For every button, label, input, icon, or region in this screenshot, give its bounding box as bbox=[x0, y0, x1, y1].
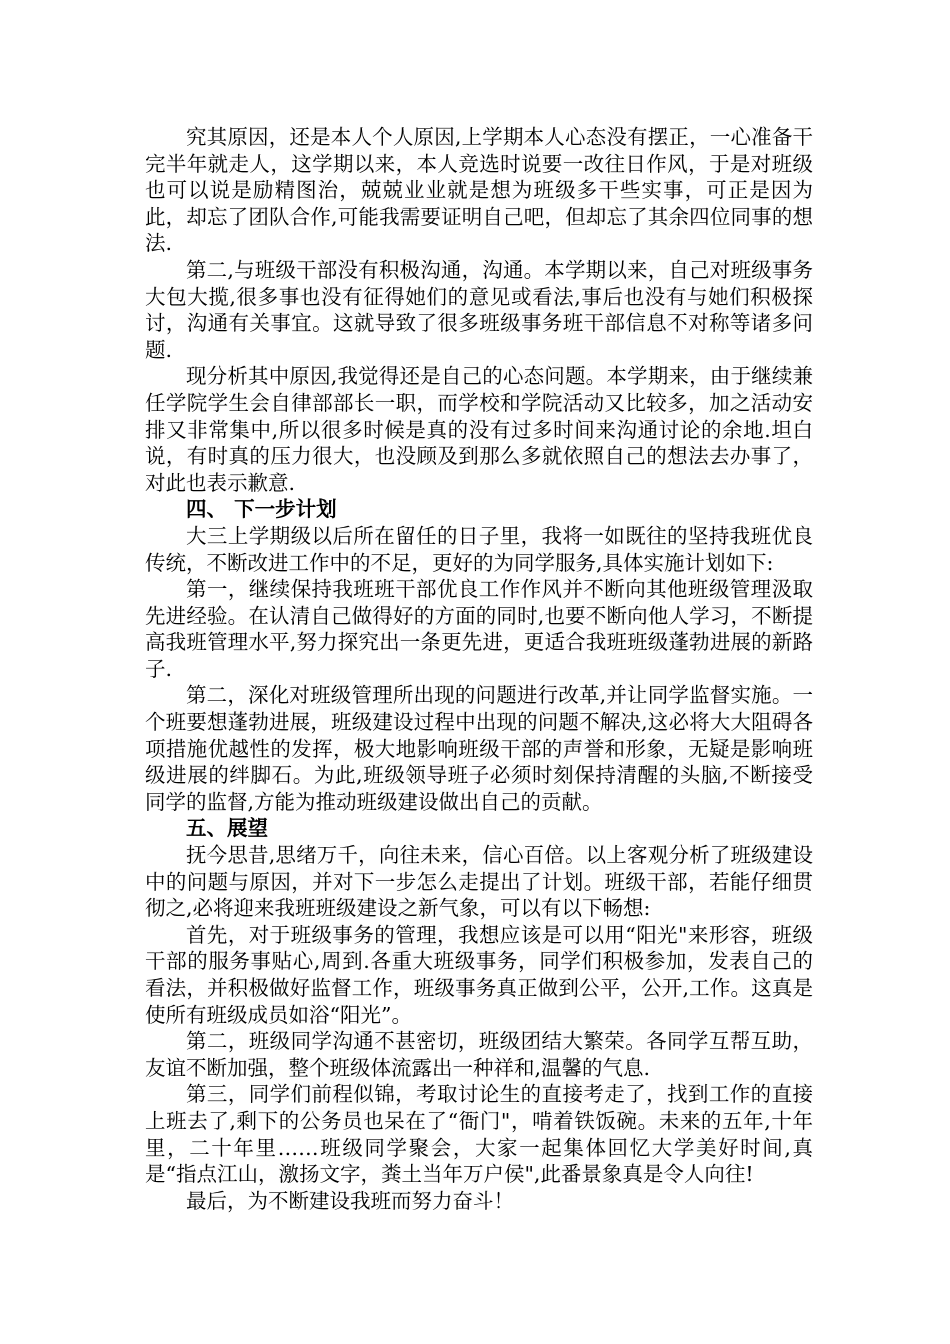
section-heading-next-plan: 四、 下一步计划 bbox=[186, 497, 337, 522]
paragraph-cause-analysis: 究其原因，还是本人个人原因,上学期本人心态没有摆正，一心准备干完半年就走人，这学期以来，本人竞选时说要一改往日作风，于是对班级也可以说是励精图治，兢兢业业就是想为班级多干些实事，可正是因为此，却忘了团队合作,可能我需要证明自己吧，但却忘了其余四位同事的想法. bbox=[145, 125, 813, 256]
paragraph-outlook-first: 首先，对于班级事务的管理，我想应该是可以用“阳光"来形容，班级干部的服务事贴心,周到.各重大班级事务，同学们积极参加，发表自己的看法，并积极做好监督工作，班级事务真正做到公平，公开,工作。这真是使所有班级成员如浴“阳光”。 bbox=[145, 922, 813, 1027]
paragraph-outlook-third: 第三，同学们前程似锦，考取讨论生的直接考走了，找到工作的直接上班去了,剩下的公务员也呆在了“衙门"，啃着铁饭碗。未来的五年,十年里，二十年里……班级同学聚会，大家一起集体回忆大学美好时间,真是“指点江山，激扬文字，粪土当年万户侯",此番景象真是令人向往! bbox=[145, 1082, 813, 1187]
paragraph-closing: 最后，为不断建设我班而努力奋斗！ bbox=[186, 1188, 514, 1213]
document-page bbox=[145, 124, 813, 1214]
paragraph-outlook-intro: 抚今思昔,思绪万千，向往未来，信心百倍。以上客观分析了班级建设中的问题与原因，并对下一步怎么走提出了计划。班级干部，若能仔细贯彻之,必将迎来我班班级建设之新气象，可以有以下畅想: bbox=[145, 843, 813, 921]
paragraph-communication-issue: 第二,与班级干部没有积极沟通，沟通。本学期以来，自己对班级事务大包大揽,很多事也没有征得她们的意见或看法,事后也没有与她们积极探讨，沟通有关事宜。这就导致了很多班级事务班干部信息不对称等诸多问题. bbox=[145, 257, 813, 362]
paragraph-outlook-second: 第二，班级同学沟通不甚密切，班级团结大繁荣。各同学互帮互助，友谊不断加强，整个班级体流露出一种祥和,温馨的气息. bbox=[145, 1029, 813, 1080]
paragraph-plan-second: 第二，深化对班级管理所出现的问题进行改革,并让同学监督实施。一个班要想蓬勃进展，班级建设过程中出现的问题不解决,这必将大大阻碍各项措施优越性的发挥，极大地影响班级干部的声誉和形象，无疑是影响班级进展的绊脚石。为此,班级领导班子必须时刻保持清醒的头脑,不断接受同学的监督,方能为推动班级建设做出自己的贡献。 bbox=[145, 683, 813, 814]
paragraph-mindset-analysis: 现分析其中原因,我觉得还是自己的心态问题。本学期来，由于继续兼任学院学生会自律部部长一职，而学校和学院活动又比较多，加之活动安排又非常集中,所以很多时候是真的没有过多时间来沟通讨论的余地.坦白说，有时真的压力很大，也没顾及到那么多就依照自己的想法去办事了，对此也表示歉意. bbox=[145, 364, 813, 495]
section-heading-outlook: 五、展望 bbox=[186, 816, 268, 841]
paragraph-plan-intro: 大三上学期级以后所在留任的日子里，我将一如既往的坚持我班优良传统，不断改进工作中的不足，更好的为同学服务,具体实施计划如下: bbox=[145, 523, 813, 575]
paragraph-plan-first: 第一，继续保持我班班干部优良工作作风并不断向其他班级管理汲取先进经验。在认清自己做得好的方面的同时,也要不断向他人学习，不断提高我班管理水平,努力探究出一条更先进，更适合我班班级蓬勃进展的新路子. bbox=[145, 577, 813, 681]
